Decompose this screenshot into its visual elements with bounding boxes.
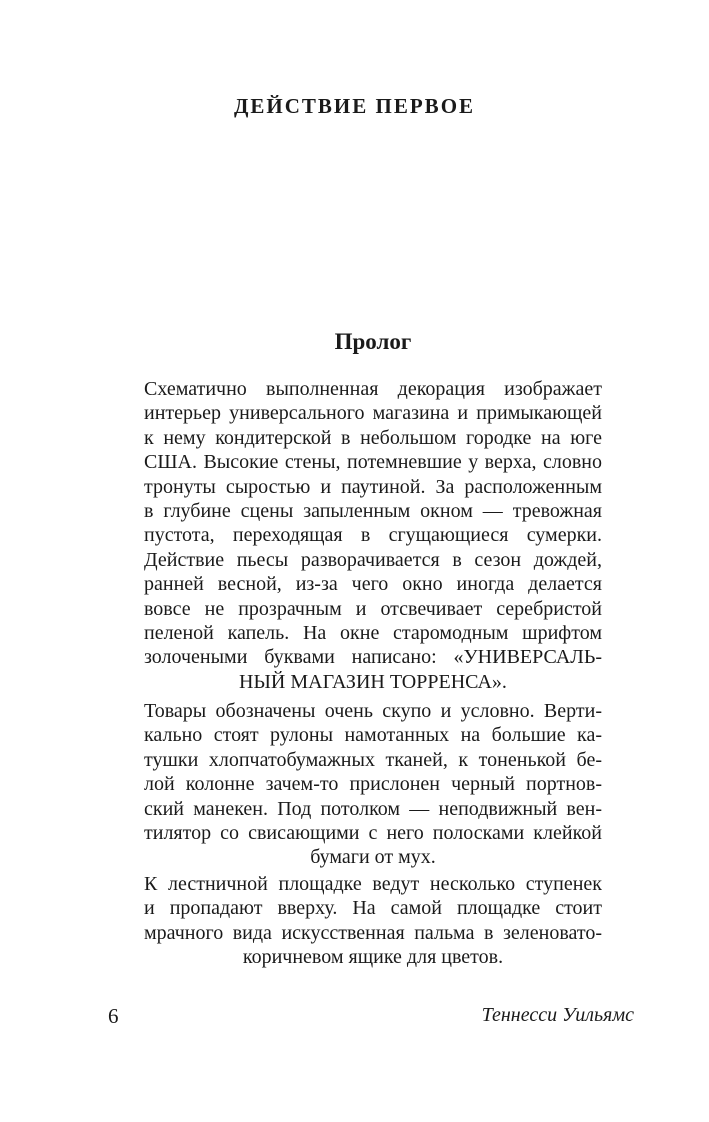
text-line: ранней весной, из-за чего окно иногда делается (144, 573, 602, 596)
text-line: интерьер универсального магазина и примыкающей (144, 402, 602, 425)
text-line: тушки хлопчатобумажных тканей, к тоненькой бе- (144, 748, 602, 771)
paragraph-1 (144, 377, 602, 694)
text-line: бумаги от мух. (310, 846, 436, 869)
text-line: и пропадают вверху. На самой площадке стоит (144, 897, 602, 920)
text-line: пустота, переходящая в сгущающиеся сумерки. (144, 524, 602, 547)
text-line: тронуты сыростью и паутиной. За расположенным (144, 475, 602, 498)
text-line: вовсе не прозрачным и отсвечивает серебристой (144, 597, 602, 620)
text-line: пеленой капель. На окне старомодным шрифтом (144, 621, 602, 644)
text-line: США. Высокие стены, потемневшие у верха, словно (144, 451, 602, 474)
text-line: Схематично выполненная декорация изображает (144, 378, 602, 400)
paragraph-3 (144, 872, 602, 970)
text-line: ский манекен. Под потолком — неподвижный вен- (144, 797, 602, 820)
text-line: золочеными буквами написано: «УНИВЕРСАЛЬ- (144, 646, 602, 669)
text-line: в глубине сцены запыленным окном — тревожная (144, 499, 602, 522)
text-line: коричневом ящике для цветов. (242, 946, 504, 969)
act-title: ДЕЙСТВИЕ ПЕРВОЕ (233, 94, 476, 118)
text-line: кально стоят рулоны намотанных на большие ка- (144, 724, 602, 747)
text-line: тилятор со свисающими с него полосками клейкой (144, 821, 602, 844)
text-line: лой колонне зачем-то прислонен черный портнов- (144, 773, 602, 796)
text-line: мрачного вида искусственная пальма в зеленовато- (144, 921, 602, 944)
text-line: Товары обозначены очень скупо и условно. Верти- (144, 700, 602, 722)
running-footer-author: Теннесси Уильямс (481, 1004, 634, 1026)
text-line: НЫЙ МАГАЗИН ТОРРЕНСА». (239, 670, 507, 693)
page-number: 6 (108, 1004, 119, 1028)
text-line: к нему кондитерской в небольшом городке на юге (144, 426, 602, 449)
section-title: Пролог (334, 329, 412, 354)
text-line: К лестничной площадке ведут несколько ступенек (144, 873, 602, 895)
paragraph-2 (144, 699, 602, 870)
text-line: Действие пьесы разворачивается в сезон дождей, (144, 548, 602, 571)
